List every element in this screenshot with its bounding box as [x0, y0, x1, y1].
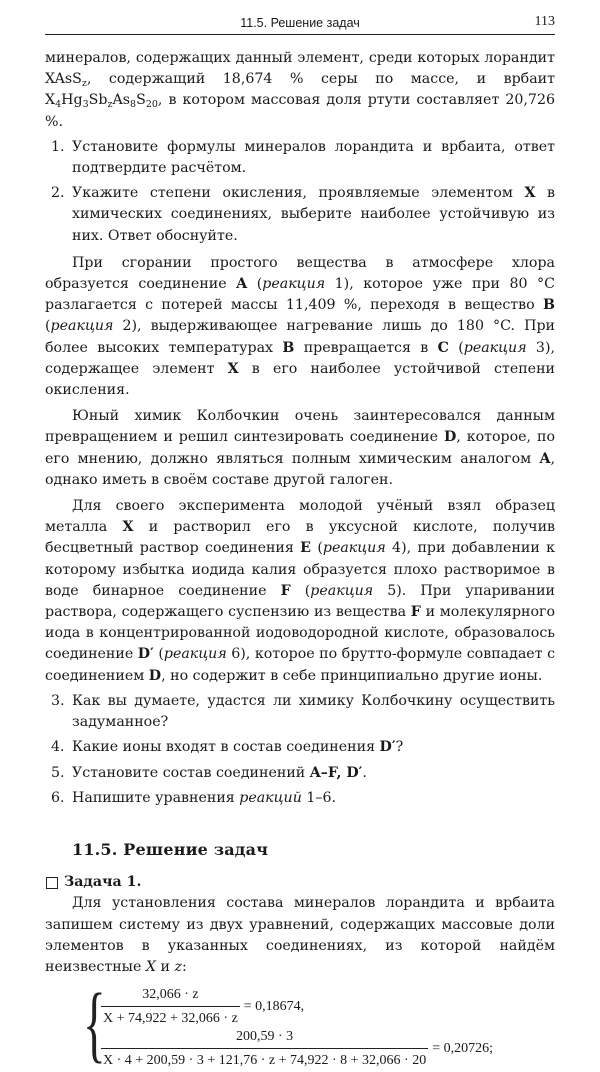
question-item — [45, 763, 555, 784]
compound-label: E — [300, 540, 311, 557]
question-text: Какие ионы входят в состав соединения — [72, 739, 380, 756]
text: 5). При упаривании раствора, содержащего суспензию из вещества — [45, 582, 555, 621]
question-number: 6. — [51, 789, 65, 806]
compound-label: A — [236, 276, 248, 293]
element-symbol: X — [524, 185, 536, 202]
fraction-numerator: 200,59 · 3 — [236, 1029, 294, 1045]
question-text: Как вы думаете, удастся ли химику Колбочкину осуществить задуманное? — [72, 692, 555, 731]
text: в его наиболее устойчивой степени окисления. — [45, 360, 555, 399]
text: 1), которое уже при 80 °C разлагается с потерей массы 11,409 %, переходя в вещество — [45, 276, 556, 314]
lorandite-subscript: z — [81, 78, 87, 90]
question-text: ? — [395, 739, 404, 756]
paragraph-reactions — [45, 253, 555, 401]
questions-list-b — [45, 691, 555, 809]
task-title — [45, 872, 555, 893]
text: превращается в — [294, 339, 438, 356]
section-title: 11.5. Решение задач — [72, 839, 269, 859]
vrbaite-sub: 4 — [55, 99, 62, 111]
question-item — [45, 788, 555, 809]
page-number: 113 — [534, 14, 555, 29]
reaction-ref: реакция — [163, 646, 227, 663]
reaction-ref: реакций — [239, 789, 302, 806]
reaction-ref: реакция — [463, 339, 527, 356]
equation-rhs: = 0,20726; — [432, 1041, 494, 1057]
task-title-text: Задача 1. — [64, 874, 142, 891]
checkbox-square-icon — [46, 877, 58, 889]
question-number: 5. — [51, 764, 65, 781]
text: 4), при добавлении к которому избытка иодида калия образуется плохо растворимое в воде бинарное соединение — [45, 540, 556, 599]
text: Для установления состава минералов лорандита и врбаита запишем систему из двух уравнений, содержащих массовые доли элементов в указанных соединениях, из которой найдём неизвестные — [45, 895, 555, 975]
running-title: 11.5. Решение задач — [240, 16, 360, 30]
fraction-numerator: 32,066 · z — [142, 987, 199, 1003]
intro-text-2: , содержащий 18,674 % серы по массе, и врбаит X — [45, 71, 555, 109]
question-text: Напишите уравнения — [72, 789, 240, 806]
vrbaite-hg: Hg — [61, 92, 83, 109]
text: Юный химик Колбочкин очень заинтересовался данным превращением и решил синтезировать соединение — [45, 408, 555, 446]
compound-label: F — [410, 604, 421, 621]
fraction-denominator: X + 74,922 + 32,066 · z — [101, 1006, 240, 1029]
question-text: 1–6. — [301, 789, 337, 806]
text: , но содержит в себе принципиально другие ионы. — [161, 667, 543, 684]
fraction — [101, 984, 240, 1029]
question-text: . — [362, 764, 367, 781]
text: 6), которое по брутто-формуле совпадает с соединением — [45, 646, 556, 684]
math-variable: z — [174, 958, 182, 975]
question-number: 2. — [51, 185, 65, 202]
element-symbol: X — [122, 519, 134, 536]
vrbaite-as: As — [112, 92, 131, 109]
vrbaite-sb: Sb — [88, 92, 108, 109]
equation-system — [45, 975, 555, 1072]
text: 3), содержащее элемент — [45, 339, 555, 377]
question-item — [45, 737, 555, 758]
solution-paragraph — [45, 893, 555, 978]
left-brace-icon: { — [83, 975, 106, 1072]
reaction-ref: реакция — [310, 582, 374, 599]
equation-1 — [101, 984, 304, 1029]
text: , однако иметь в своём составе другой галоген. — [45, 450, 555, 488]
vrbaite-s: S — [136, 92, 146, 109]
compound-label: B — [543, 297, 555, 314]
vrbaite-sub: 8 — [130, 99, 137, 111]
text: ( — [311, 540, 323, 557]
math-variable: X — [145, 958, 156, 975]
vrbaite-sub: 20 — [145, 99, 158, 111]
question-number: 1. — [51, 138, 65, 155]
intro-text-1: минералов, содержащих данный элемент, среди которых лорандит XAsS — [45, 50, 555, 88]
paragraph-kolbochkin — [45, 406, 555, 491]
compound-label: D′ — [137, 646, 154, 663]
fraction-denominator: X · 4 + 200,59 · 3 + 121,76 · z + 74,922 · 8 + 32,066 · 20 — [101, 1048, 428, 1071]
paragraph-experiment — [45, 496, 555, 687]
compound-label: C — [437, 339, 449, 356]
text: ( — [153, 646, 164, 663]
equation-rhs: = 0,18674, — [243, 999, 305, 1015]
text: При сгорании простого вещества в атмосфере хлора образуется соединение — [45, 254, 555, 293]
text: Для своего эксперимента молодой учёный взял образец металла — [45, 498, 555, 536]
equation-2 — [101, 1026, 493, 1071]
question-text: в химических соединениях, выберите наиболее устойчивую из них. Ответ обоснуйте. — [72, 185, 555, 244]
text: , которое, по его мнению, должно являться полным химическим аналогом — [45, 429, 555, 467]
compound-label: F — [280, 582, 291, 599]
text: и молекулярного иода в концентрированной иодоводородной кислоте, образовалось соединение — [45, 604, 555, 663]
page-body — [45, 48, 555, 1072]
question-item — [45, 137, 555, 179]
question-item — [45, 183, 555, 247]
question-text: Укажите степени окисления, проявляемые элементом — [72, 185, 525, 202]
text: ( — [45, 318, 51, 335]
text: 2), выдерживающее нагревание лишь до 180 °C. При более высоких температурах — [45, 318, 555, 356]
question-text: Установите состав соединений — [72, 764, 310, 781]
vrbaite-sub: z — [107, 99, 113, 111]
compound-label: D — [148, 667, 162, 684]
question-item — [45, 691, 555, 733]
reaction-ref: реакция — [322, 540, 386, 557]
text: ( — [290, 582, 311, 599]
text: ( — [448, 339, 464, 356]
question-text: Установите формулы минералов лорандита и врбаита, ответ подтвердите расчётом. — [72, 138, 555, 177]
question-number: 3. — [51, 692, 65, 709]
reaction-ref: реакция — [262, 276, 326, 293]
element-symbol: X — [227, 360, 239, 377]
compound-label: D′ — [379, 739, 396, 756]
text: ( — [247, 276, 263, 293]
reaction-ref: реакция — [50, 318, 114, 335]
compound-label: A–F, D′ — [309, 764, 363, 781]
fraction — [101, 1026, 428, 1071]
question-number: 4. — [51, 739, 65, 756]
text: и — [156, 958, 175, 975]
running-head — [45, 14, 555, 35]
compound-label: B — [282, 339, 295, 356]
compound-label: D — [443, 429, 457, 446]
text: и растворил его в уксусной кислоте, получив бесцветный раствор соединения — [45, 519, 556, 557]
text: : — [181, 958, 187, 975]
intro-text-3: , в котором массовая доля ртути составляет 20,726 %. — [45, 92, 555, 130]
questions-list-a — [45, 137, 555, 247]
intro-paragraph — [45, 48, 555, 133]
vrbaite-sub: 3 — [82, 99, 89, 111]
compound-label: A — [539, 450, 551, 467]
